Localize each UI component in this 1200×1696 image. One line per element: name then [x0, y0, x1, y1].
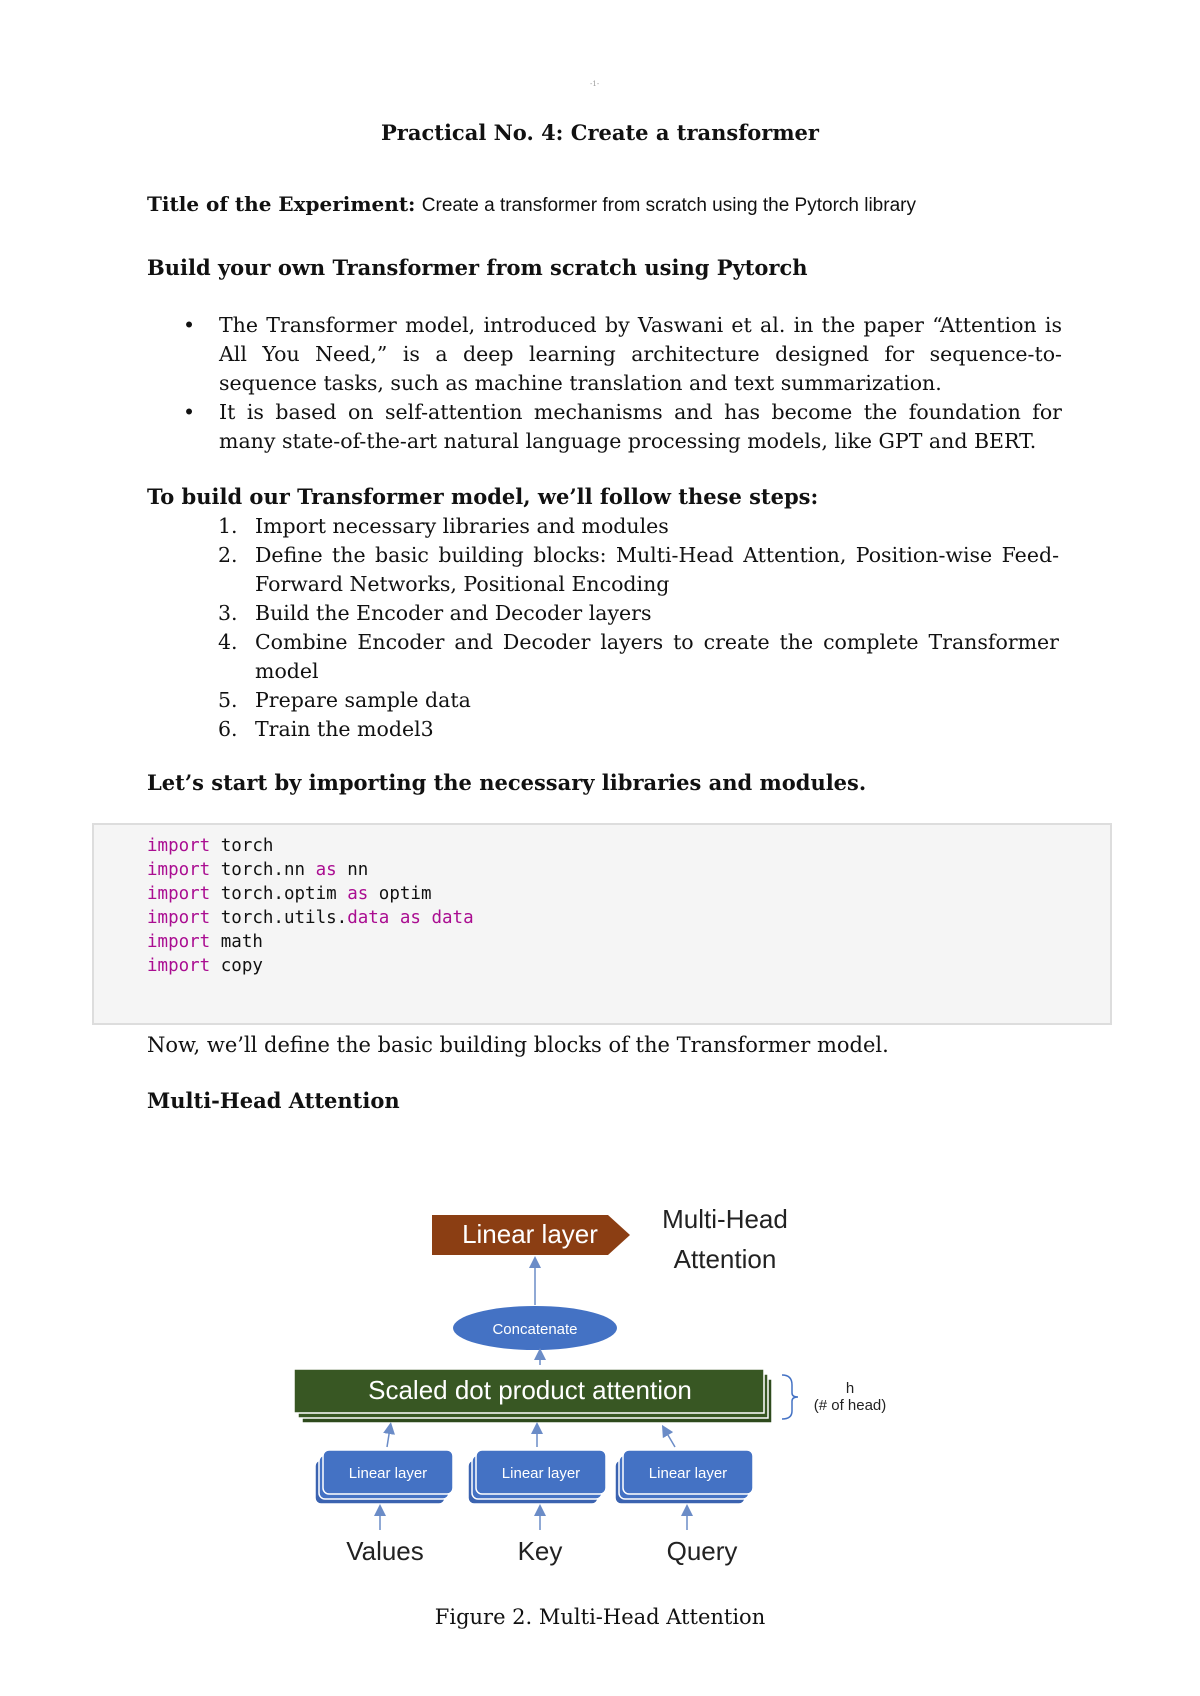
- step-item: 4. Combine Encoder and Decoder layers to create the complete Transformer model: [218, 630, 1059, 683]
- bullet-item: • The Transformer model, introduced by Vaswani et al. in the paper “Attention is All You Need,” is a deep learning architecture designed for sequence-to-sequence tasks, such as machine translation and text summarization.: [183, 313, 1062, 395]
- h-label: h: [845, 1380, 855, 1397]
- arrow: [665, 1430, 675, 1447]
- h-note: (# of head): [813, 1397, 887, 1414]
- linear-layer-label: Linear layer: [648, 1465, 728, 1482]
- code-line: import torch.nn as nn: [147, 860, 369, 880]
- code-line: import torch.utils.data as data: [147, 908, 474, 928]
- head-brace: [782, 1375, 798, 1419]
- step-item: 5. Prepare sample data: [218, 688, 471, 712]
- document-title: Practical No. 4: Create a transformer: [381, 120, 819, 145]
- experiment-title: [147, 192, 916, 217]
- mha-label-line2: Attention: [673, 1244, 777, 1274]
- experiment-text: Create a transformer from scratch using the Pytorch library: [421, 195, 916, 216]
- steps-heading: To build our Transformer model, we’ll follow these steps:: [147, 484, 819, 509]
- step-item: 3. Build the Encoder and Decoder layers: [218, 601, 652, 625]
- blocks-intro: Now, we’ll define the basic building blocks of the Transformer model.: [147, 1033, 889, 1057]
- linear-layer-label: Linear layer: [501, 1465, 581, 1482]
- bullet-item: • It is based on self-attention mechanisms and has become the foundation for many state-of-the-art natural language processing models, like GPT and BERT.: [183, 400, 1062, 453]
- mha-label-line1: Multi-Head: [662, 1204, 788, 1234]
- steps-list: [147, 512, 1059, 744]
- linear-layer-output-label: Linear layer: [462, 1219, 598, 1249]
- step-item: 2. Define the basic building blocks: Multi-Head Attention, Position-wise Feed-Forward Networks, Positional Encoding: [218, 543, 1059, 596]
- page-mark: -1-: [590, 80, 600, 88]
- input-label-query: Query: [666, 1536, 738, 1566]
- linear-layer-key: [468, 1450, 606, 1504]
- intro-bullets: [147, 311, 1062, 456]
- linear-layer-query: [615, 1450, 753, 1504]
- concatenate-label: Concatenate: [492, 1321, 578, 1338]
- step-item: 6. Train the model3: [218, 717, 434, 741]
- experiment-label: Title of the Experiment:: [147, 192, 416, 216]
- figure-caption: Figure 2. Multi-Head Attention: [434, 1605, 766, 1629]
- arrow: [387, 1428, 390, 1447]
- input-label-values: Values: [346, 1536, 424, 1566]
- step-item: 1. Import necessary libraries and modules: [218, 514, 669, 538]
- code-line: import copy: [147, 956, 263, 976]
- import-heading: Let’s start by importing the necessary libraries and modules.: [147, 770, 867, 795]
- multi-head-attention-diagram: [290, 1185, 910, 1575]
- sdpa-label: Scaled dot product attention: [368, 1375, 692, 1405]
- section-heading-build: Build your own Transformer from scratch using Pytorch: [147, 255, 808, 280]
- code-line: import math: [147, 932, 263, 952]
- code-line: import torch: [147, 836, 274, 856]
- code-listing: [147, 834, 474, 978]
- linear-layer-values: [315, 1450, 453, 1504]
- code-line: import torch.optim as optim: [147, 884, 432, 904]
- input-label-key: Key: [517, 1536, 563, 1566]
- mha-heading: Multi-Head Attention: [147, 1088, 400, 1113]
- linear-layer-label: Linear layer: [348, 1465, 428, 1482]
